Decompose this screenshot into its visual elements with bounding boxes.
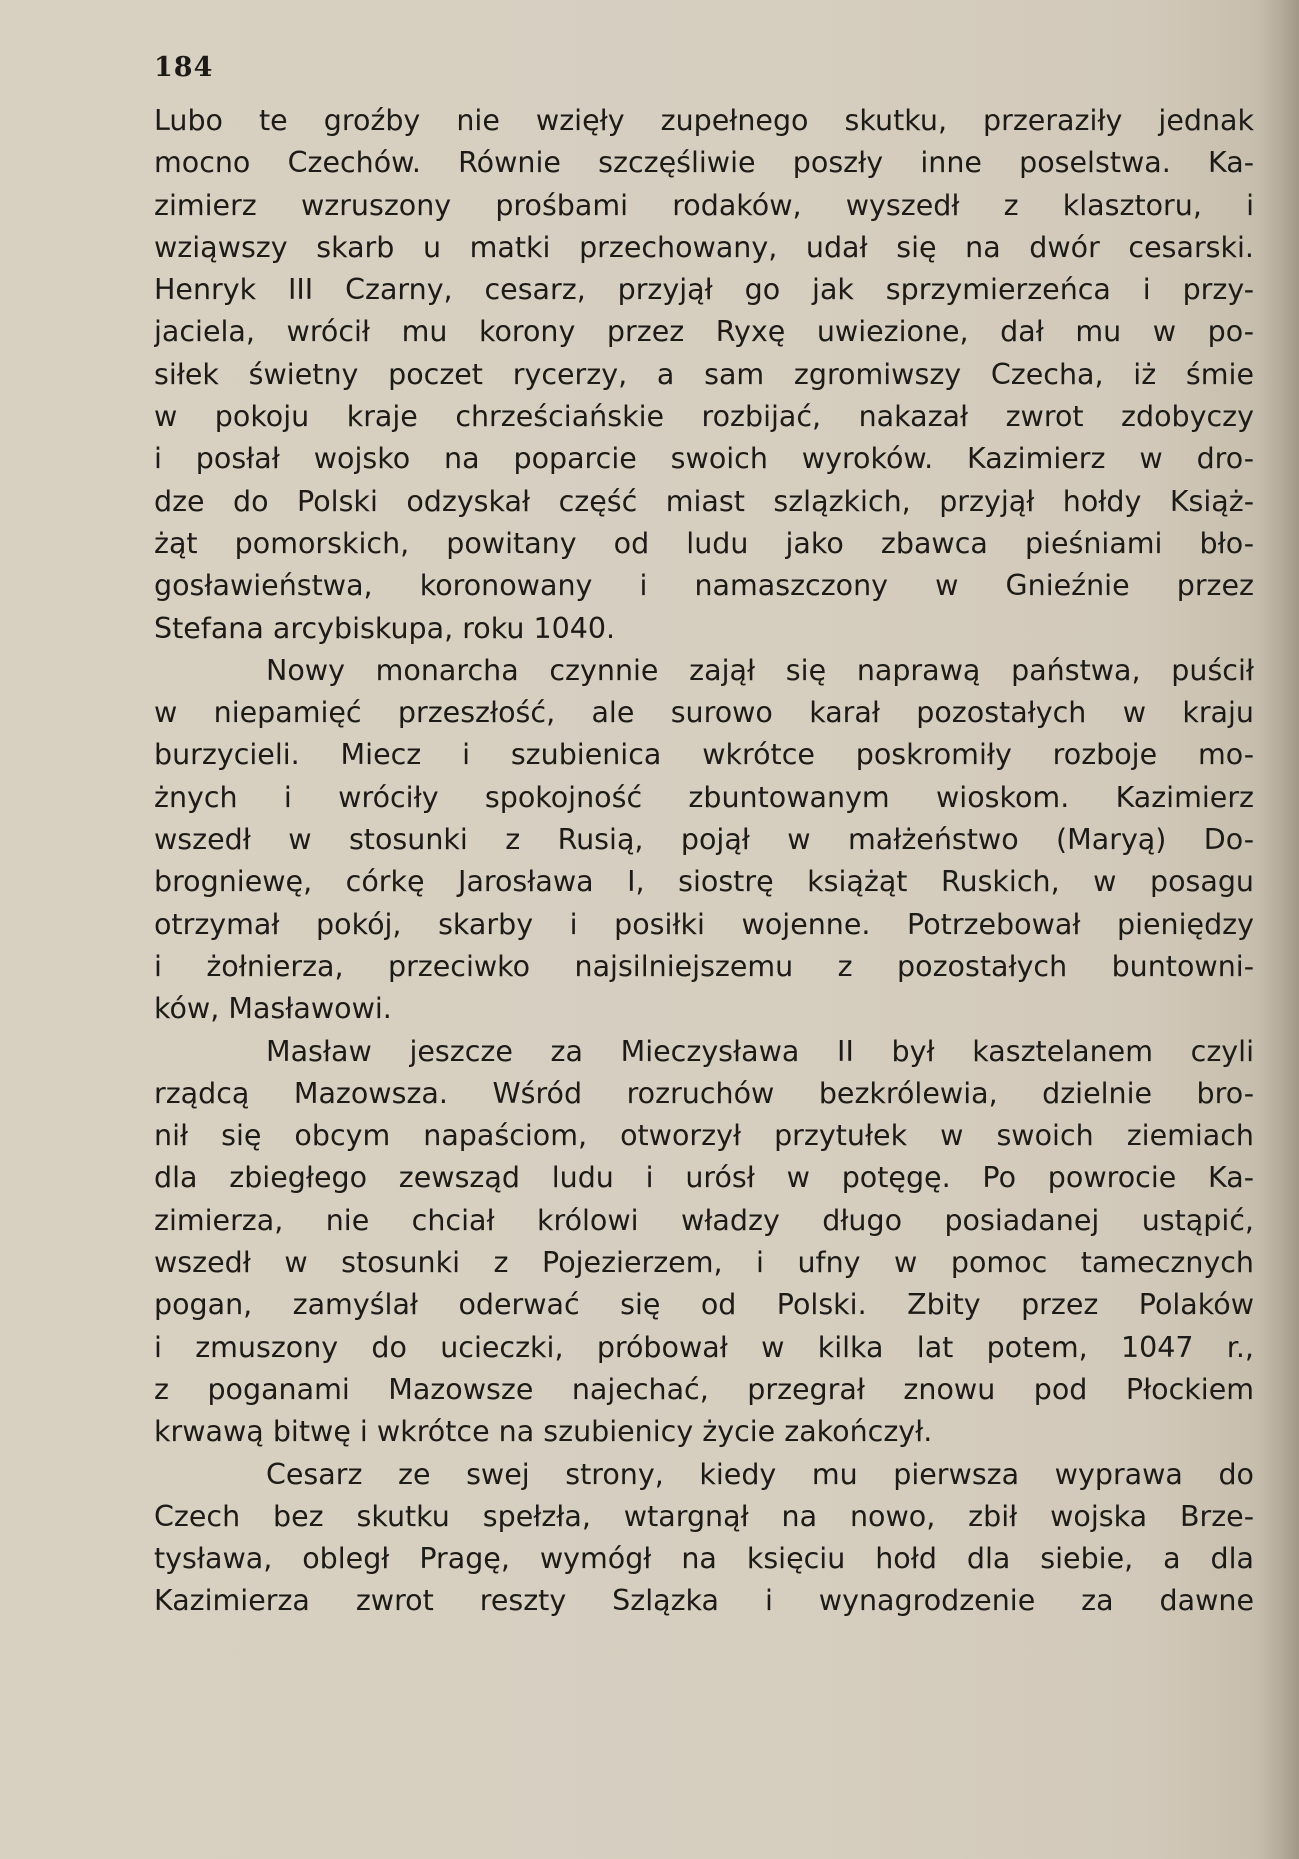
- text-line: jaciela, wrócił mu korony przez Ryxę uwiezione, dał mu w po-: [154, 315, 1254, 349]
- text-line: burzycieli. Miecz i szubienica wkrótce poskromiły rozboje mo-: [154, 738, 1254, 772]
- text-line: siłek świetny poczet rycerzy, a sam zgromiwszy Czecha, iż śmie: [154, 357, 1254, 391]
- text-line: ków, Masławowi.: [154, 992, 392, 1026]
- text-line: pogan, zamyślał oderwać się od Polski. Zbity przez Polaków: [154, 1288, 1254, 1322]
- text-line: żąt pomorskich, powitany od ludu jako zbawca pieśniami bło-: [154, 526, 1254, 560]
- page-number: 184: [154, 52, 214, 83]
- text-line: gosławieństwa, koronowany i namaszczony w Gnieźnie przez: [154, 569, 1254, 603]
- paragraph-1: [154, 100, 1254, 650]
- body-text: [154, 100, 1254, 1623]
- text-line: tysława, obległ Pragę, wymógł na księciu hołd dla siebie, a dla: [154, 1542, 1254, 1576]
- text-line: i żołnierza, przeciwko najsilniejszemu z pozostałych buntowni-: [154, 949, 1254, 983]
- text-line: otrzymał pokój, skarby i posiłki wojenne. Potrzebował pieniędzy: [154, 907, 1254, 941]
- text-line: w niepamięć przeszłość, ale surowo karał pozostałych w kraju: [154, 696, 1254, 730]
- text-line: nił się obcym napaściom, otworzył przytułek w swoich ziemiach: [154, 1119, 1254, 1153]
- text-line: zimierz wzruszony prośbami rodaków, wyszedł z klasztoru, i: [154, 188, 1254, 222]
- text-line: wziąwszy skarb u matki przechowany, udał się na dwór cesarski.: [154, 230, 1254, 264]
- text-line: rządcą Mazowsza. Wśród rozruchów bezkrólewia, dzielnie bro-: [154, 1076, 1254, 1110]
- text-line: brogniewę, córkę Jarosława I, siostrę książąt Ruskich, w posagu: [154, 865, 1254, 899]
- text-line: krwawą bitwę i wkrótce na szubienicy życie zakończył.: [154, 1415, 933, 1449]
- paragraph-2: [154, 650, 1254, 1031]
- text-line: Stefana arcybiskupa, roku 1040.: [154, 611, 616, 645]
- text-line: Kazimierza zwrot reszty Szlązka i wynagrodzenie za dawne: [154, 1584, 1254, 1618]
- text-line: wszedł w stosunki z Rusią, pojął w małżeństwo (Maryą) Do-: [154, 823, 1254, 857]
- text-line: z poganami Mazowsze najechać, przegrał znowu pod Płockiem: [154, 1372, 1254, 1406]
- text-line: żnych i wróciły spokojność zbuntowanym wioskom. Kazimierz: [154, 780, 1254, 814]
- text-line: Lubo te groźby nie wzięły zupełnego skutku, przeraziły jednak: [154, 104, 1254, 137]
- text-line: w pokoju kraje chrześciańskie rozbijać, nakazał zwrot zdobyczy: [154, 400, 1254, 434]
- text-line: mocno Czechów. Równie szczęśliwie poszły inne poselstwa. Ka-: [154, 146, 1254, 180]
- text-line: i posłał wojsko na poparcie swoich wyroków. Kazimierz w dro-: [154, 442, 1254, 476]
- paragraph-4: [154, 1454, 1254, 1623]
- text-line: Masław jeszcze za Mieczysława II był kasztelanem czyli: [266, 1034, 1254, 1068]
- text-line: zimierza, nie chciał królowi władzy długo posiadanej ustąpić,: [154, 1203, 1254, 1237]
- text-line: i zmuszony do ucieczki, próbował w kilka lat potem, 1047 r.,: [154, 1330, 1254, 1364]
- paragraph-3: [154, 1031, 1254, 1454]
- page-edge-shadow: [1259, 0, 1299, 1859]
- text-line: Czech bez skutku spełzła, wtargnął na nowo, zbił wojska Brze-: [154, 1499, 1254, 1533]
- text-line: Cesarz ze swej strony, kiedy mu pierwsza wyprawa do: [266, 1457, 1254, 1491]
- text-line: Henryk III Czarny, cesarz, przyjął go jak sprzymierzeńca i przy-: [154, 273, 1254, 307]
- text-line: Nowy monarcha czynnie zajął się naprawą państwa, puścił: [266, 653, 1254, 687]
- text-line: dze do Polski odzyskał część miast szlązkich, przyjął hołdy Książ-: [154, 484, 1254, 518]
- text-line: dla zbiegłego zewsząd ludu i urósł w potęgę. Po powrocie Ka-: [154, 1161, 1254, 1195]
- text-line: wszedł w stosunki z Pojezierzem, i ufny w pomoc tamecznych: [154, 1246, 1254, 1280]
